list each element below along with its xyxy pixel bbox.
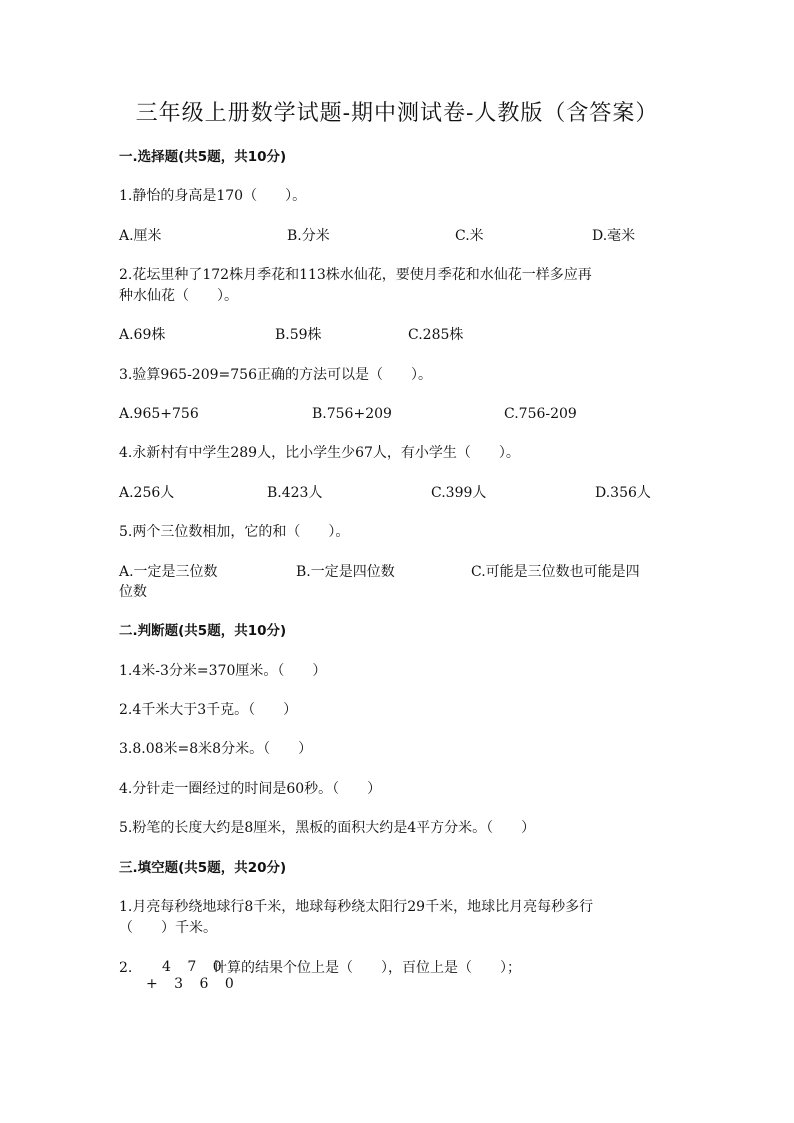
choice-1-option-c: C.米 [455, 228, 484, 244]
choice-question-1: 1.静怡的身高是170（ ）。 [119, 188, 307, 204]
choice-4-option-b: B.423人 [267, 485, 323, 501]
choice-2-option-a: A.69株 [119, 327, 166, 343]
choice-1-option-d: D.毫米 [592, 228, 636, 244]
judge-question-3: 3.8.08米=8米8分米。（ ） [119, 741, 313, 757]
choice-5-option-c: C.可能是三位数也可能是四 [471, 564, 640, 580]
choice-3-option-a: A.965+756 [119, 406, 199, 422]
judge-question-5: 5.粉笔的长度大约是8厘米，黑板的面积大约是4平方分米。（ ） [119, 820, 536, 836]
choice-3-option-b: B.756+209 [312, 406, 392, 422]
choice-5-option-a: A.一定是三位数 [119, 564, 218, 580]
judge-question-4: 4.分针走一圈经过的时间是60秒。（ ） [119, 781, 382, 797]
choice-question-4: 4.永新村有中学生289人，比小学生少67人，有小学生（ ）。 [119, 445, 520, 461]
choice-question-3: 3.验算965-209=756正确的方法可以是（ ）。 [119, 367, 432, 383]
judge-question-2: 2.4千米大于3千克。（ ） [119, 702, 298, 718]
fill-question-2-text: 计算的结果个位上是（ ），百位上是（ ）； [213, 960, 521, 976]
fill-question-2-number: 2. [119, 960, 133, 976]
section-heading-fill: 三.填空题(共5题，共20分) [119, 860, 287, 876]
choice-4-option-d: D.356人 [595, 485, 651, 501]
choice-4-option-a: A.256人 [119, 485, 175, 501]
vertical-addition-bottom: + 3 6 0 [146, 976, 240, 992]
choice-5-option-b: B.一定是四位数 [296, 564, 395, 580]
choice-1-option-b: B.分米 [287, 228, 330, 244]
fill-question-1-cont: （ ）千米。 [119, 920, 217, 936]
choice-question-2: 2.花坛里种了172株月季花和113株水仙花，要使月季花和水仙花一样多应再 [119, 267, 592, 283]
section-heading-choice: 一.选择题(共5题，共10分) [119, 149, 287, 165]
choice-question-5: 5.两个三位数相加，它的和（ ）。 [119, 524, 350, 540]
choice-5-option-c-cont: 位数 [119, 584, 147, 600]
judge-question-1: 1.4米-3分米=370厘米。（ ） [119, 663, 327, 679]
fill-question-1: 1.月亮每秒绕地球行8千米，地球每秒绕太阳行29千米，地球比月亮每秒多行 [119, 899, 594, 915]
choice-3-option-c: C.756-209 [504, 406, 577, 422]
section-heading-judge: 二.判断题(共5题，共10分) [119, 623, 287, 639]
choice-2-option-c: C.285株 [408, 327, 464, 343]
choice-2-option-b: B.59株 [275, 327, 322, 343]
choice-question-2-cont: 种水仙花（ ）。 [119, 288, 238, 304]
choice-4-option-c: C.399人 [431, 485, 487, 501]
page-title: 三年级上册数学试题-期中测试卷-人教版（含答案） [135, 101, 659, 126]
choice-1-option-a: A.厘米 [119, 228, 162, 244]
vertical-addition-top: 4 7 0 [162, 959, 228, 975]
